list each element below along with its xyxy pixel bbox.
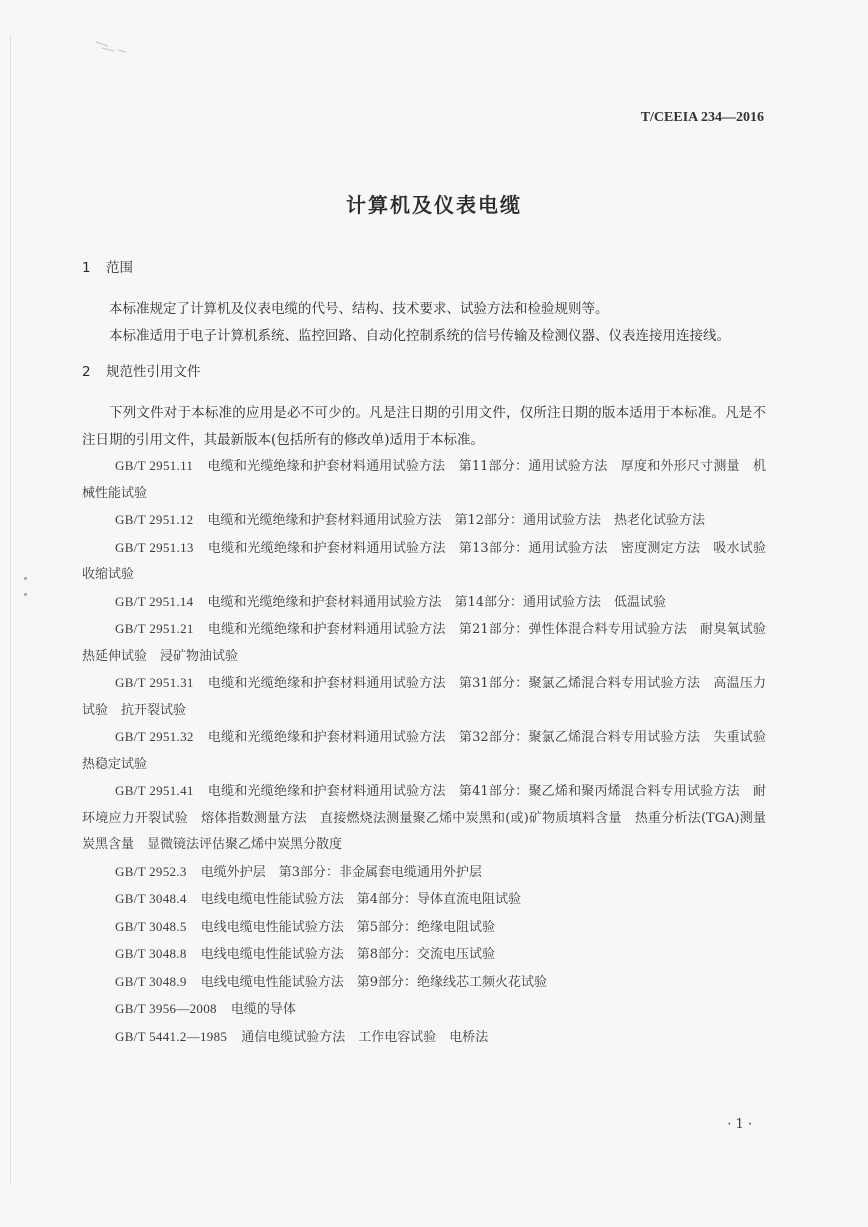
reference-item xyxy=(82,1024,766,1052)
reference-title: 电缆的导体 xyxy=(230,1002,296,1017)
reference-title: 电缆和光缆绝缘和护套材料通用试验方法 第12部分：通用试验方法 热老化试验方法 xyxy=(207,513,706,528)
document-body xyxy=(82,256,780,1051)
reference-item xyxy=(82,941,766,969)
reference-title: 电缆和光缆绝缘和护套材料通用试验方法 第14部分：通用试验方法 低温试验 xyxy=(207,594,667,610)
reference-code: GB/T 3956—2008 xyxy=(115,1001,217,1016)
reference-title: 电线电缆电性能试验方法 第8部分：交流电压试验 xyxy=(200,947,495,962)
page-number: · 1 · xyxy=(727,1117,752,1132)
reference-code: GB/T 2951.32 xyxy=(115,729,194,744)
reference-item xyxy=(82,996,766,1024)
section-2-heading: 2 规范性引用文件 xyxy=(82,364,201,380)
reference-item xyxy=(82,670,766,724)
reference-code: GB/T 2951.31 xyxy=(115,675,194,690)
reference-title: 通信电缆试验方法 工作电容试验 电桥法 xyxy=(241,1029,489,1045)
reference-code: GB/T 3048.9 xyxy=(115,973,187,989)
reference-title: 电缆和光缆绝缘和护套材料通用试验方法 第32部分：聚氯乙烯混合料专用试验方法 失重试验 热稳定试验 xyxy=(82,730,780,772)
reference-title: 电缆和光缆绝缘和护套材料通用试验方法 第31部分：聚氯乙烯混合料专用试验方法 高温压力试验 抗开裂试验 xyxy=(82,676,766,718)
reference-item xyxy=(82,589,766,617)
reference-item xyxy=(82,724,780,778)
reference-title: 电缆外护层 第3部分：非金属套电缆通用外护层 xyxy=(200,864,482,880)
reference-code: GB/T 3048.4 xyxy=(115,891,187,906)
paragraph: 下列文件对于本标准的应用是必不可少的。凡是注日期的引用文件，仅所注日期的版本适用于本标准。凡是不注日期的引用文件，其最新版本(包括所有的修改单)适用于本标准。 xyxy=(82,405,766,448)
scan-mark xyxy=(94,40,134,54)
paragraph: 本标准适用于电子计算机系统、监控回路、自动化控制系统的信号传输及检测仪器、仪表连接用连接线。 xyxy=(109,327,730,344)
reference-title: 电缆和光缆绝缘和护套材料通用试验方法 第11部分：通用试验方法 厚度和外形尺寸测量 机械性能试验 xyxy=(82,459,766,501)
reference-title: 电缆和光缆绝缘和护套材料通用试验方法 第41部分：聚乙烯和聚丙烯混合料专用试验方法 耐环境应力开裂试验 熔体指数测量方法 直接燃烧法测量聚乙烯中炭黑和(或)矿物质填料含量 热重分析法(TGA)测量炭黑含量 显微镜法评估聚乙烯中炭黑分散度 xyxy=(82,784,766,852)
reference-code: GB/T 2951.12 xyxy=(115,512,194,527)
reference-code: GB/T 2951.14 xyxy=(115,593,194,609)
reference-item xyxy=(82,616,780,670)
reference-item xyxy=(82,535,780,589)
section-1-heading: 1 范围 xyxy=(82,260,133,276)
reference-item xyxy=(82,453,766,507)
reference-title: 电线电缆电性能试验方法 第5部分：绝缘电阻试验 xyxy=(200,919,495,935)
margin-dot xyxy=(24,577,27,580)
page-title: 计算机及仪表电缆 xyxy=(346,193,522,217)
reference-code: GB/T 3048.8 xyxy=(115,946,187,961)
reference-item xyxy=(82,507,766,535)
reference-code: GB/T 2951.13 xyxy=(115,539,194,555)
paragraph: 本标准规定了计算机及仪表电缆的代号、结构、技术要求、试验方法和检验规则等。 xyxy=(109,301,609,317)
reference-title: 电线电缆电性能试验方法 第4部分：导体直流电阻试验 xyxy=(200,892,521,907)
reference-code: GB/T 2952.3 xyxy=(115,863,187,879)
reference-item xyxy=(82,914,766,942)
reference-title: 电线电缆电性能试验方法 第9部分：绝缘线芯工频火花试验 xyxy=(200,974,547,990)
reference-code: GB/T 3048.5 xyxy=(115,918,187,934)
standard-number: T/CEEIA 234—2016 xyxy=(640,110,764,125)
reference-code: GB/T 2951.41 xyxy=(115,783,194,798)
reference-item xyxy=(82,778,766,859)
reference-item xyxy=(82,859,766,887)
reference-code: GB/T 5441.2—1985 xyxy=(115,1028,228,1044)
reference-item xyxy=(82,886,766,914)
reference-code: GB/T 2951.11 xyxy=(115,458,194,473)
reference-title: 电缆和光缆绝缘和护套材料通用试验方法 第13部分：通用试验方法 密度测定方法 吸水试验 收缩试验 xyxy=(82,540,780,582)
reference-code: GB/T 2951.21 xyxy=(115,621,194,636)
reference-list xyxy=(82,453,780,1051)
margin-dot xyxy=(24,593,27,596)
reference-item xyxy=(82,969,766,997)
reference-title: 电缆和光缆绝缘和护套材料通用试验方法 第21部分：弹性体混合料专用试验方法 耐臭氧试验 热延伸试验 浸矿物油试验 xyxy=(82,622,780,664)
